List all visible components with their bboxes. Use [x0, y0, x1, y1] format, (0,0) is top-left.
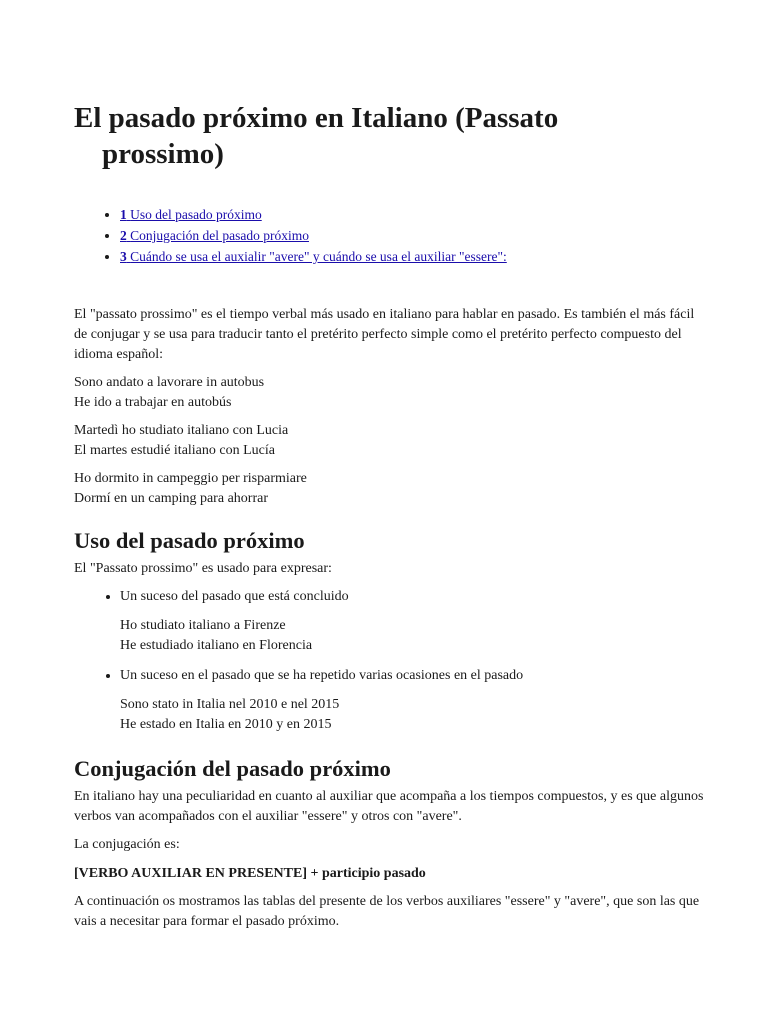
example-italian: Martedì ho studiato italiano con Lucia	[74, 423, 289, 438]
example-pair	[120, 695, 708, 735]
section-heading-uso: Uso del pasado próximo	[74, 528, 305, 553]
example-pair	[74, 421, 708, 461]
table-of-contents	[74, 204, 708, 267]
example-spanish: He estado en Italia en 2010 y en 2015	[120, 717, 332, 732]
toc-label: Uso del pasado próximo	[130, 207, 262, 222]
example-italian: Sono stato in Italia nel 2010 e nel 2015	[120, 697, 340, 712]
uses-list	[74, 587, 708, 735]
toc-label: Conjugación del pasado próximo	[130, 228, 309, 243]
example-italian: Sono andato a lavorare in autobus	[74, 375, 265, 390]
toc-item	[120, 246, 708, 267]
conjugation-formula: [VERBO AUXILIAR EN PRESENTE] + participio pasado	[74, 866, 426, 881]
use-description: Un suceso en el pasado que se ha repetido varias ocasiones en el pasado	[120, 668, 524, 683]
list-item	[120, 587, 708, 656]
example-spanish: He estudiado italiano en Florencia	[120, 638, 313, 653]
section-heading-conjugacion: Conjugación del pasado próximo	[74, 756, 391, 781]
section-paragraph: La conjugación es:	[74, 837, 180, 852]
use-description: Un suceso del pasado que está concluido	[120, 589, 349, 604]
section-paragraph: A continuación os mostramos las tablas del presente de los verbos auxiliares "essere" y "avere", que son las que vais a necesitar para formar el pasado próximo.	[74, 894, 700, 929]
example-pair	[120, 616, 708, 656]
section-lead: El "Passato prossimo" es usado para expresar:	[74, 561, 332, 576]
page-title: El pasado próximo en Italiano (Passato prossimo)	[74, 102, 559, 170]
toc-item	[120, 225, 708, 246]
toc-link-conjugacion[interactable]	[120, 228, 309, 243]
toc-number: 3	[120, 249, 127, 264]
toc-link-auxiliares[interactable]	[120, 249, 507, 264]
toc-label: Cuándo se usa el auxialir "avere" y cuándo se usa el auxiliar "essere":	[130, 249, 507, 264]
example-spanish: Dormí en un camping para ahorrar	[74, 491, 268, 506]
section-paragraph: En italiano hay una peculiaridad en cuanto al auxiliar que acompaña a los tiempos compuestos, y es que algunos verbos van acompañados con el auxiliar "essere" y otros con "avere".	[74, 789, 704, 824]
toc-number: 1	[120, 207, 127, 222]
toc-link-uso[interactable]	[120, 207, 262, 222]
toc-item	[120, 204, 708, 225]
example-pair	[74, 373, 708, 413]
intro-paragraph: El "passato prossimo" es el tiempo verbal más usado en italiano para hablar en pasado. Es también el más fácil de conjugar y se usa para traducir tanto el pretérito perfecto simple como el pretérito perfecto compuesto del idioma español:	[74, 307, 695, 362]
example-spanish: He ido a trabajar en autobús	[74, 395, 232, 410]
list-item	[120, 666, 708, 735]
example-pair	[74, 469, 708, 509]
example-italian: Ho dormito in campeggio per risparmiare	[74, 471, 307, 486]
toc-number: 2	[120, 228, 127, 243]
example-spanish: El martes estudié italiano con Lucía	[74, 443, 275, 458]
example-italian: Ho studiato italiano a Firenze	[120, 618, 286, 633]
